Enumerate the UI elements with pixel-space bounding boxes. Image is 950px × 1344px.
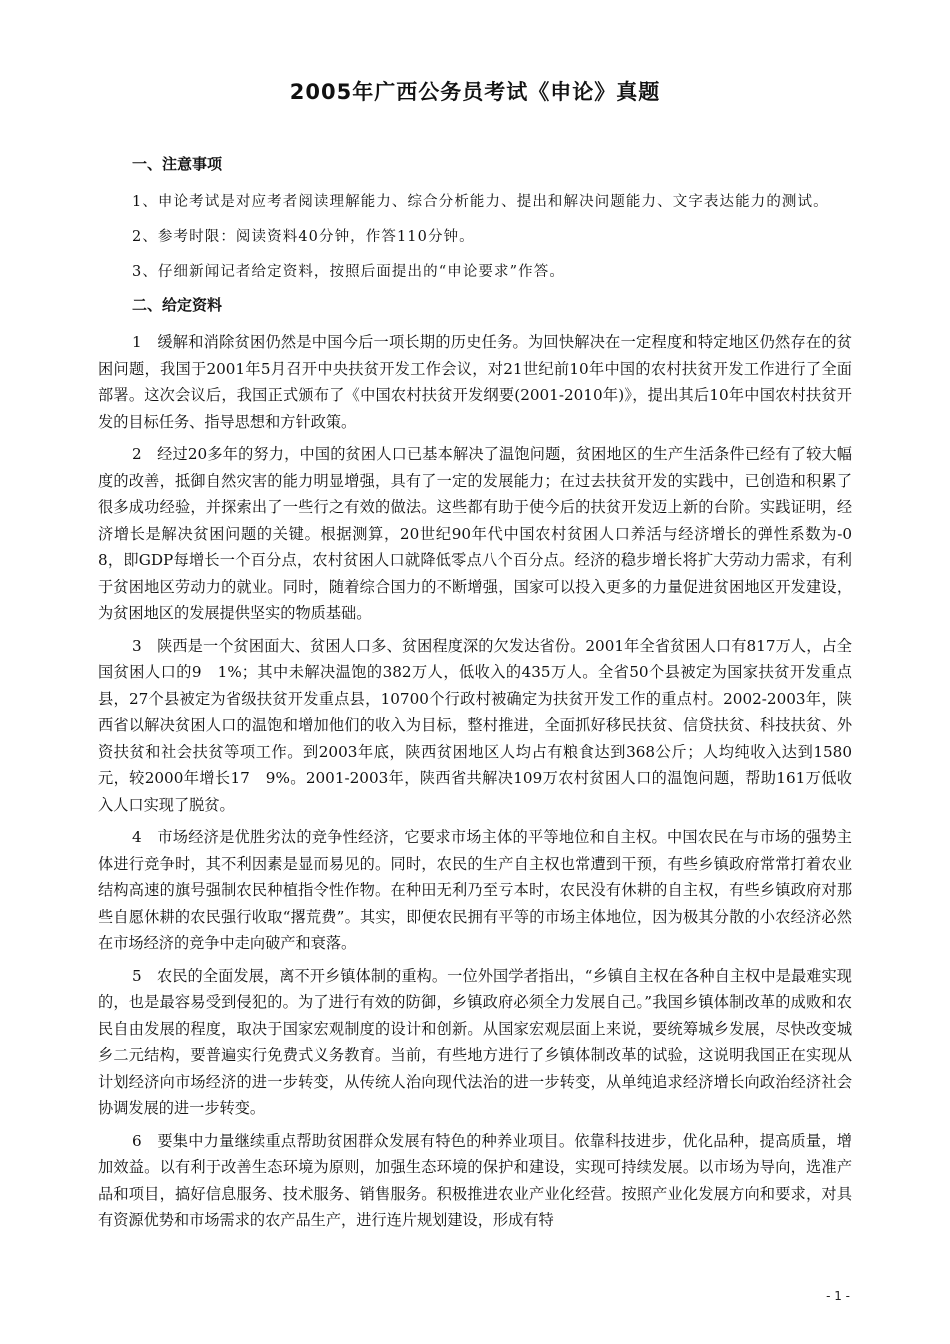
note-item-2: 2、参考时限：阅读资料40分钟，作答110分钟。: [132, 229, 475, 245]
material-paragraph-5: 5 农民的全面发展，离不开乡镇体制的重构。一位外国学者指出，“乡镇自主权在各种自主权中是最难实现的，也是最容易受到侵犯的。为了进行有效的防御，乡镇政府必须全力发展自己。”我国乡镇体制改革的成败和农民自由发展的程度，取决于国家宏观制度的设计和创新。从国家宏观层面上来说，要统筹城乡发展，尽快改变城乡二元结构，要普遍实行免费式义务教育。当前，有些地方进行了乡镇体制改革的试验，这说明我国正在实现从计划经济向市场经济的进一步转变，从传统人治向现代法治的进一步转变，从单纯追求经济增长向政治经济社会协调发展的进一步转变。: [98, 966, 852, 1117]
material-paragraph-2: 2 经过20多年的努力，中国的贫困人口已基本解决了温饱问题，贫困地区的生产生活条件已经有了较大幅度的改善，抵御自然灾害的能力明显增强，具有了一定的发展能力；在过去扶贫开发的实践中，已创造和积累了很多成功经验，并探索出了一些行之有效的做法。这些都有助于使今后的扶贫开发迈上新的台阶。实践证明，经济增长是解决贫困问题的关键。根据测算，20世纪90年代中国农村贫困人口养活与经济增长的弹性系数为-0 8，即GDP每增长一个百分点，农村贫困人口就降低零点八个百分点。经济的稳步增长将扩大劳动力需求，有利于贫困地区劳动力的就业。同时，随着综合国力的不断增强，国家可以投入更多的力量促进贫困地区开发建设，为贫困地区的发展提供坚实的物质基础。: [98, 445, 868, 622]
page-title: 2005年广西公务员考试《申论》真题: [289, 80, 661, 104]
section-heading-notes: 一、注意事项: [132, 155, 223, 173]
material-paragraph-3: 3 陕西是一个贫困面大、贫困人口多、贫困程度深的欠发达省份。2001年全省贫困人口有817万人，占全国贫困人口的9 1%；其中未解决温饱的382万人，低收入的435万人。全省50个县被定为国家扶贫开发重点县，27个县被定为省级扶贫开发重点县，10700个行政村被确定为扶贫开发工作的重点村。2002-2003年，陕西省以解决贫困人口的温饱和增加他们的收入为目标，整村推进，全面抓好移民扶贫、信贷扶贫、科技扶贫、外资扶贫和社会扶贫等项工作。到2003年底，陕西贫困地区人均占有粮食达到368公斤；人均纯收入达到1580元，较2000年增长17 9%。2001-2003年，陕西省共解决109万农村贫困人口的温饱问题，帮助161万低收入人口实现了脱贫。: [98, 636, 852, 814]
section-heading-materials: 二、给定资料: [132, 296, 223, 314]
material-paragraph-1: 1 缓解和消除贫困仍然是中国今后一项长期的历史任务。为回快解决在一定程度和特定地区仍然存在的贫困问题，我国于2001年5月召开中央扶贫开发工作会议，对21世纪前10年中国的农村扶贫开发工作进行了全面部署。这次会议后，我国正式颁布了《中国农村扶贫开发纲要(2001-2010年)》，提出其后10年中国农村扶贫开发的目标任务、指导思想和方针政策。: [98, 333, 852, 431]
note-item-3: 3、仔细新闻记者给定资料，按照后面提出的“申论要求”作答。: [132, 264, 565, 280]
page-number: - 1 -: [826, 1289, 850, 1303]
document-body: [98, 152, 868, 1240]
note-item-1: 1、申论考试是对应考者阅读理解能力、综合分析能力、提出和解决问题能力、文字表达能力的测试。: [132, 194, 829, 210]
material-paragraph-4: 4 市场经济是优胜劣汰的竞争性经济，它要求市场主体的平等地位和自主权。中国农民在与市场的强势主体进行竞争时，其不利因素是显而易见的。同时，农民的生产自主权也常遭到干预，有些乡镇政府常常打着农业结构高速的旗号强制农民种植指令性作物。在种田无利乃至亏本时，农民没有休耕的自主权，有些乡镇政府对那些自愿休耕的农民强行收取“撂荒费”。其实，即便农民拥有平等的市场主体地位，因为极其分散的小农经济必然在市场经济的竞争中走向破产和衰落。: [98, 828, 852, 952]
material-paragraph-6: 6 要集中力量继续重点帮助贫困群众发展有特色的种养业项目。依靠科技进步，优化品种，提高质量，增加效益。以有利于改善生态环境为原则，加强生态环境的保护和建设，实现可持续发展。以市场为导向，选准产品和项目，搞好信息服务、技术服务、销售服务。积极推进农业产业化经营。按照产业化发展方向和要求，对具有资源优势和市场需求的农产品生产，进行连片规划建设，形成有特: [98, 1131, 852, 1229]
